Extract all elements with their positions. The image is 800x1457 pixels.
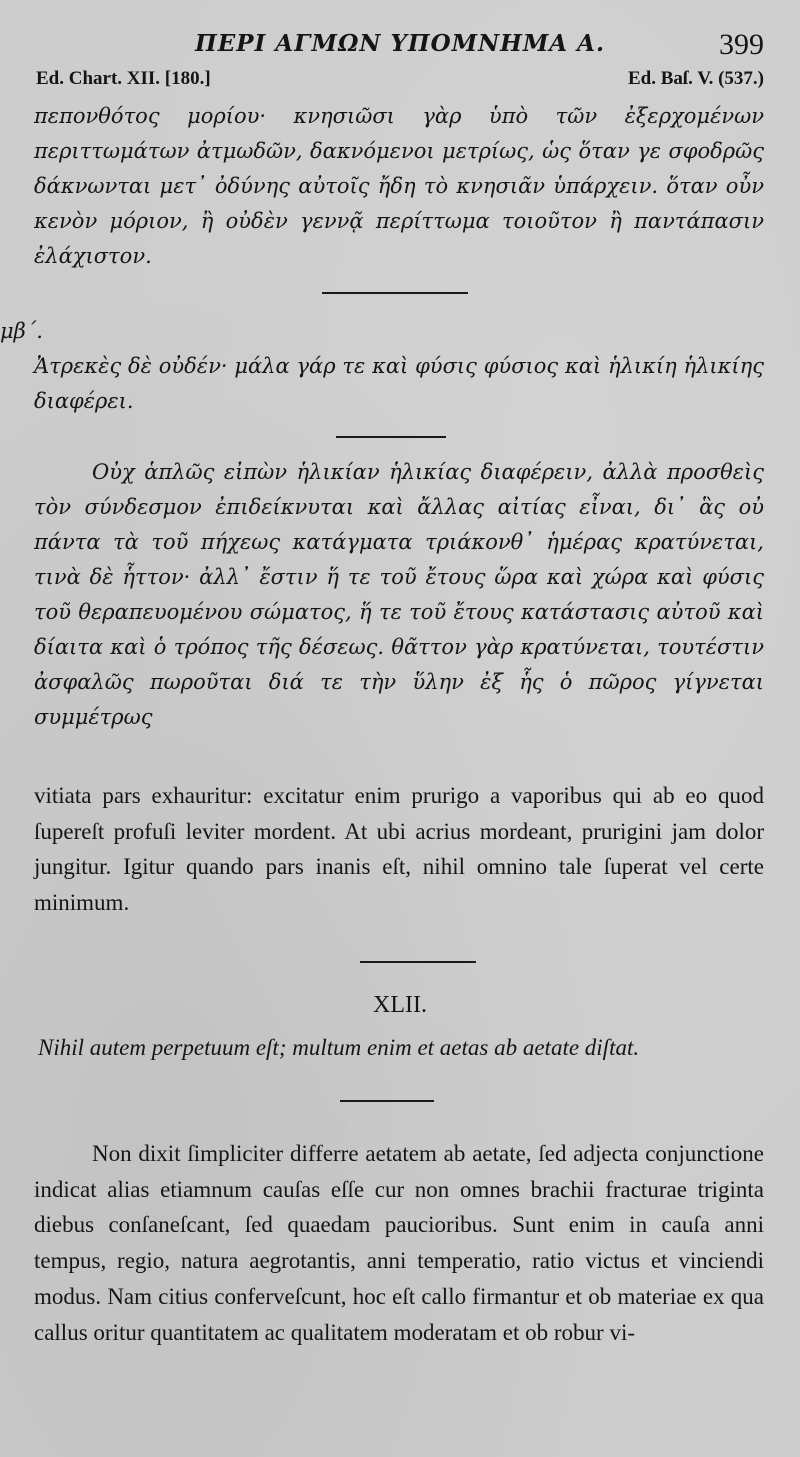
edition-line — [36, 68, 764, 90]
latin-section-number: XLII. — [373, 992, 427, 1018]
edition-chart-ref: Ed. Chart. XII. [180.] — [36, 68, 211, 89]
running-title: ΠΕΡΙ ΑΓΜΩΝ ΥΠΟΜΝΗΜΑ Α. — [194, 30, 606, 57]
greek-paragraph-2: Οὐχ ἁπλῶς εἰπὼν ἡλικίαν ἡλικίας διαφέρειν, ἀλλὰ προσθεὶς τὸν σύνδεσμον ἐπιδείκνυται καὶ ἄλλας αἰτίας εἶναι, δι᾽ ἃς οὐ πάντα τὰ τοῦ πήχεως κατάγματα τριάκονθ᾽ ἡμέρας κρατύνεται, τινὰ δὲ ἧττον· ἀλλ᾽ ἔστιν ἥ τε τοῦ ἔτους ὥρα καὶ χώρα καὶ φύσις τοῦ θεραπευομένου σώματος, ἥ τε τοῦ ἔτους κατάστασις αὐτοῦ καὶ δίαιτα καὶ ὁ τρόπος τῆς δέσεως. θᾶττον γὰρ κρατύνεται, τουτέστιν ἀσφαλῶς πωροῦται διά τε τὴν ὕλην ἐξ ἧς ὁ πῶρος γίγνεται συμμέτρως — [34, 460, 764, 729]
latin-lemma: Nihil autem perpetuum eſt; multum enim et aetas ab aetate diſtat. — [38, 1035, 640, 1060]
section-rule-latin — [360, 961, 476, 963]
greek-lemma: Ἀτρεκὲς δὲ οὐδέν· μάλα γάρ τε καὶ φύσις φύσιος καὶ ἡλικίη ἡλικίης διαφέρει. — [34, 354, 764, 413]
latin-paragraph-1: vitiata pars exhauritur: excitatur enim prurigo a vaporibus qui ab eo quod ſupereſt profuſi leviter mordent. At ubi acrius mordeant, prurigini jam dolor jungitur. Igitur quando pars inanis eſt, nihil omnino tale ſuperat vel certe minimum. — [34, 783, 764, 916]
section-rule-latin-lemma — [340, 1100, 434, 1102]
greek-paragraph-1: πεπονθότος μορίου· κνησιῶσι γὰρ ὑπὸ τῶν ἐξερχομένων περιττωμάτων ἀτμωδῶν, δακνόμενοι μετρίως, ὡς ὅταν γε σφοδρῶς δάκνωνται μετ᾽ ὀδύνης αὐτοῖς ἤδη τὸ κνησιᾶν ὑπάρχειν. ὅταν οὖν κενὸν μόριον, ἢ οὐδὲν γεννᾷ περίττωμα τοιοῦτον ἢ παντάπασιν ἐλάχιστον. — [34, 104, 764, 268]
section-rule-top — [322, 292, 468, 294]
greek-section-number: μβ΄. — [0, 319, 43, 343]
edition-basel-ref: Ed. Baſ. V. (537.) — [627, 68, 764, 89]
page-number: 399 — [719, 28, 764, 61]
latin-paragraph-2: Non dixit ſimpliciter differre aetatem ab aetate, ſed adjecta conjunctione indicat alias etiamnum cauſas eſſe cur non omnes brachii fracturae triginta diebus conſaneſcant, ſed quaedam paucioribus. Sunt enim in cauſa anni tempus, regio, natura aegrotantis, anni temperatio, ratio victus et vinciendi modus. Nam citius conferveſcunt, hoc eſt callo firmantur et ob materiae ex qua callus oritur quantitatem ac qualitatem moderatam et ob robur vi- — [34, 1141, 764, 1345]
section-rule-greek-lemma — [336, 436, 446, 438]
